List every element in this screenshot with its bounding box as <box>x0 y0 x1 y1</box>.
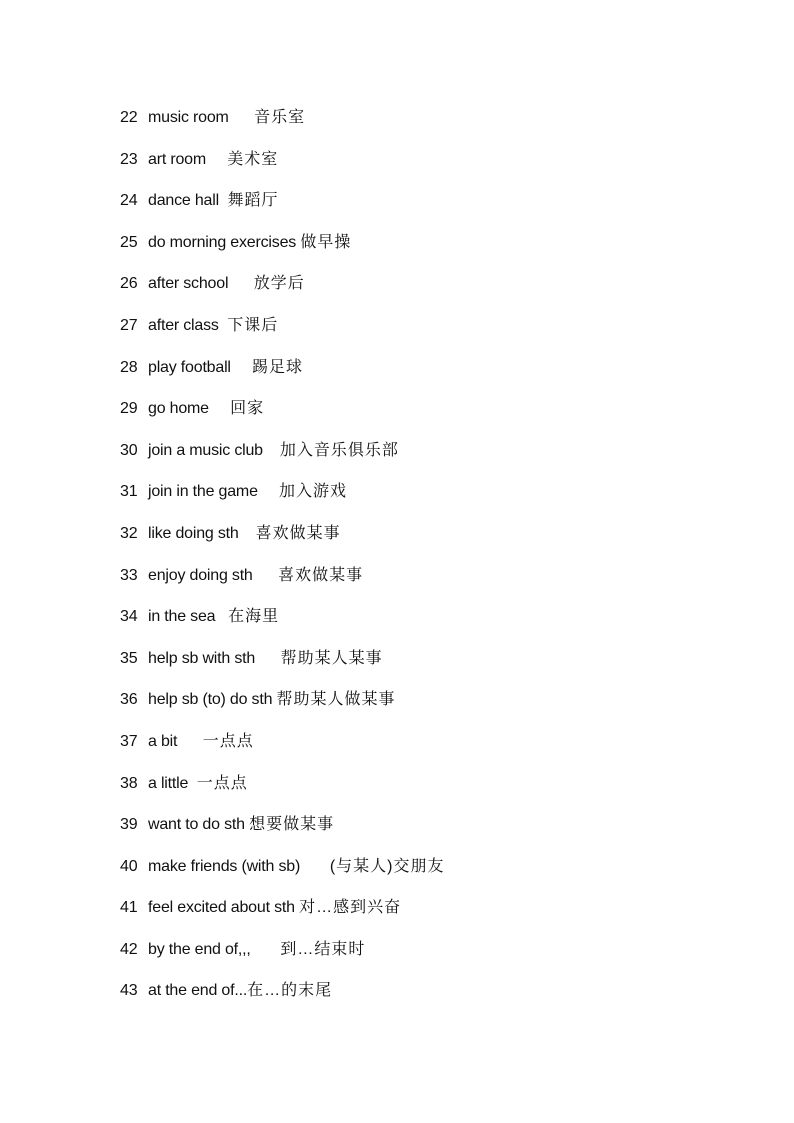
english-phrase: want to do sth <box>148 816 250 834</box>
list-item <box>120 811 444 853</box>
chinese-meaning: 到…结束时 <box>280 940 366 958</box>
chinese-meaning: 对…感到兴奋 <box>299 899 402 917</box>
item-number: 37 <box>120 732 138 750</box>
item-number: 25 <box>120 233 138 251</box>
chinese-meaning: 帮助某人某事 <box>280 649 383 667</box>
item-number: 27 <box>120 316 138 334</box>
chinese-meaning: 回家 <box>230 400 265 418</box>
item-number: 33 <box>120 566 138 584</box>
english-phrase: play football <box>148 358 253 376</box>
chinese-meaning: (与某人)交朋友 <box>329 857 445 875</box>
item-number: 24 <box>120 192 138 210</box>
list-item <box>120 562 444 604</box>
english-phrase: do morning exercises <box>148 233 301 251</box>
chinese-meaning: 在海里 <box>228 608 280 626</box>
english-phrase: join a music club <box>148 441 280 459</box>
item-number: 22 <box>120 109 138 126</box>
chinese-meaning: 踢足球 <box>252 358 304 376</box>
chinese-meaning: 加入游戏 <box>279 483 348 501</box>
english-phrase: after class <box>148 316 228 334</box>
english-phrase: in the sea <box>148 608 229 626</box>
list-item <box>120 395 444 437</box>
chinese-meaning: 喜欢做某事 <box>255 524 341 542</box>
english-phrase: like doing sth <box>148 524 256 542</box>
chinese-meaning: 一点点 <box>196 774 248 792</box>
list-item <box>120 936 444 978</box>
item-number: 23 <box>120 150 138 168</box>
item-number: 43 <box>120 982 138 1000</box>
chinese-meaning: 放学后 <box>253 275 305 293</box>
item-number: 29 <box>120 400 138 418</box>
english-phrase: after school <box>148 275 254 293</box>
item-number: 42 <box>120 940 138 958</box>
list-item <box>120 270 444 312</box>
list-item <box>120 603 444 645</box>
chinese-meaning: 在…的末尾 <box>247 982 333 1000</box>
list-item <box>120 728 444 770</box>
chinese-meaning: 加入音乐俱乐部 <box>279 441 399 459</box>
item-number: 38 <box>120 774 138 792</box>
item-number: 40 <box>120 857 138 875</box>
item-number: 36 <box>120 691 138 709</box>
list-item <box>120 853 444 895</box>
item-number: 34 <box>120 608 138 626</box>
chinese-meaning: 想要做某事 <box>249 816 335 834</box>
list-item <box>120 645 444 687</box>
english-phrase: help sb (to) do sth <box>148 691 277 709</box>
item-number: 32 <box>120 524 138 542</box>
item-number: 35 <box>120 649 138 667</box>
list-item <box>120 686 444 728</box>
english-phrase: go home <box>148 400 231 418</box>
chinese-meaning: 喜欢做某事 <box>278 566 364 584</box>
english-phrase: music room <box>148 109 255 126</box>
item-number: 28 <box>120 358 138 376</box>
list-item <box>120 146 444 188</box>
chinese-meaning: 一点点 <box>202 732 254 750</box>
english-phrase: art room <box>148 150 228 168</box>
list-item <box>120 437 444 479</box>
english-phrase: make friends (with sb) <box>148 857 330 875</box>
english-phrase: help sb with sth <box>148 649 281 667</box>
list-item <box>120 354 444 396</box>
item-number: 30 <box>120 441 138 459</box>
list-item <box>120 312 444 354</box>
chinese-meaning: 做早操 <box>300 233 352 251</box>
english-phrase: enjoy doing sth <box>148 566 279 584</box>
list-item <box>120 187 444 229</box>
item-number: 39 <box>120 816 138 834</box>
item-number: 26 <box>120 275 138 293</box>
list-item <box>120 894 444 936</box>
list-item <box>120 770 444 812</box>
list-item <box>120 977 444 1019</box>
english-phrase: at the end of... <box>148 982 248 1000</box>
english-phrase: dance hall <box>148 192 228 210</box>
english-phrase: a little <box>148 774 197 792</box>
english-phrase: by the end of,,, <box>148 940 281 958</box>
list-item <box>120 229 444 271</box>
chinese-meaning: 帮助某人做某事 <box>276 691 396 709</box>
chinese-meaning: 音乐室 <box>254 109 306 126</box>
item-number: 31 <box>120 483 138 501</box>
item-number: 41 <box>120 899 138 917</box>
list-item <box>120 520 444 562</box>
english-phrase: join in the game <box>148 483 279 501</box>
english-phrase: a bit <box>148 732 203 750</box>
list-item <box>120 104 444 146</box>
english-phrase: feel excited about sth <box>148 899 300 917</box>
vocab-list <box>120 104 444 1019</box>
chinese-meaning: 下课后 <box>227 316 279 334</box>
list-item <box>120 478 444 520</box>
chinese-meaning: 美术室 <box>227 150 279 168</box>
chinese-meaning: 舞蹈厅 <box>227 192 279 210</box>
